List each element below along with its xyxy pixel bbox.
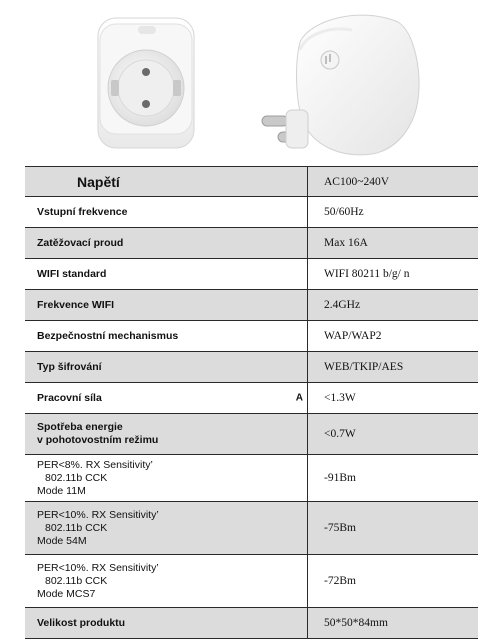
table-row bbox=[25, 321, 478, 352]
spec-value: WIFI 80211 b/g/ n bbox=[308, 259, 479, 290]
table-row bbox=[25, 259, 478, 290]
spec-label-line: 802.11b CCK bbox=[45, 521, 108, 534]
spec-label-line: Mode 11M bbox=[37, 484, 86, 497]
table-row bbox=[25, 502, 478, 555]
table-row bbox=[25, 352, 478, 383]
spec-label bbox=[25, 502, 308, 555]
spec-label: Typ šifrování bbox=[25, 352, 308, 383]
spec-label-line: v pohotovostním režimu bbox=[37, 434, 159, 446]
spec-label bbox=[25, 455, 308, 502]
spec-value: -91Bm bbox=[308, 455, 479, 502]
specification-table bbox=[25, 166, 478, 639]
spec-label-cell bbox=[25, 383, 308, 414]
product-images bbox=[0, 0, 500, 166]
table-row bbox=[25, 290, 478, 321]
spec-label bbox=[25, 555, 308, 608]
table-row bbox=[25, 608, 478, 639]
table-row bbox=[25, 555, 478, 608]
table-row bbox=[25, 228, 478, 259]
spec-value: -75Bm bbox=[308, 502, 479, 555]
spec-label-line: Spotřeba energie bbox=[37, 421, 123, 433]
spec-value: WEB/TKIP/AES bbox=[308, 352, 479, 383]
spec-label-line: Mode MCS7 bbox=[37, 587, 96, 600]
spec-label-line: Mode 54M bbox=[37, 534, 87, 547]
spec-label: Velikost produktu bbox=[25, 608, 308, 639]
table-row bbox=[25, 414, 478, 455]
spec-value: WAP/WAP2 bbox=[308, 321, 479, 352]
spec-value: 50/60Hz bbox=[308, 197, 479, 228]
spec-label: Bezpečnostní mechanismus bbox=[25, 321, 308, 352]
spec-label: Frekvence WIFI bbox=[25, 290, 308, 321]
spec-label: Pracovní síla bbox=[37, 392, 102, 404]
spec-note: A bbox=[295, 392, 303, 404]
spec-value: 2.4GHz bbox=[308, 290, 479, 321]
spec-label: Zatěžovací proud bbox=[25, 228, 308, 259]
spec-value: Max 16A bbox=[308, 228, 479, 259]
table-row bbox=[25, 383, 478, 414]
spec-value: <1.3W bbox=[308, 383, 479, 414]
spec-label-line: PER<10%. RX Sensitivity’ bbox=[37, 508, 159, 521]
spec-label-line: 802.11b CCK bbox=[45, 471, 108, 484]
spec-label-line: PER<10%. RX Sensitivity’ bbox=[37, 561, 159, 574]
table-row bbox=[25, 455, 478, 502]
smart-plug-side-image bbox=[0, 0, 500, 166]
spec-value: -72Bm bbox=[308, 555, 479, 608]
table-row bbox=[25, 197, 478, 228]
spec-value: <0.7W bbox=[308, 414, 479, 455]
table-row bbox=[25, 167, 478, 197]
spec-value: 50*50*84mm bbox=[308, 608, 479, 639]
spec-label: WIFI standard bbox=[25, 259, 308, 290]
spec-value: AC100~240V bbox=[308, 167, 479, 197]
spec-label-line: PER<8%. RX Sensitivity’ bbox=[37, 458, 153, 471]
spec-label: Napětí bbox=[25, 167, 308, 197]
spec-label: Vstupní frekvence bbox=[25, 197, 308, 228]
spec-label-line: 802.11b CCK bbox=[45, 574, 108, 587]
spec-label bbox=[25, 414, 308, 455]
